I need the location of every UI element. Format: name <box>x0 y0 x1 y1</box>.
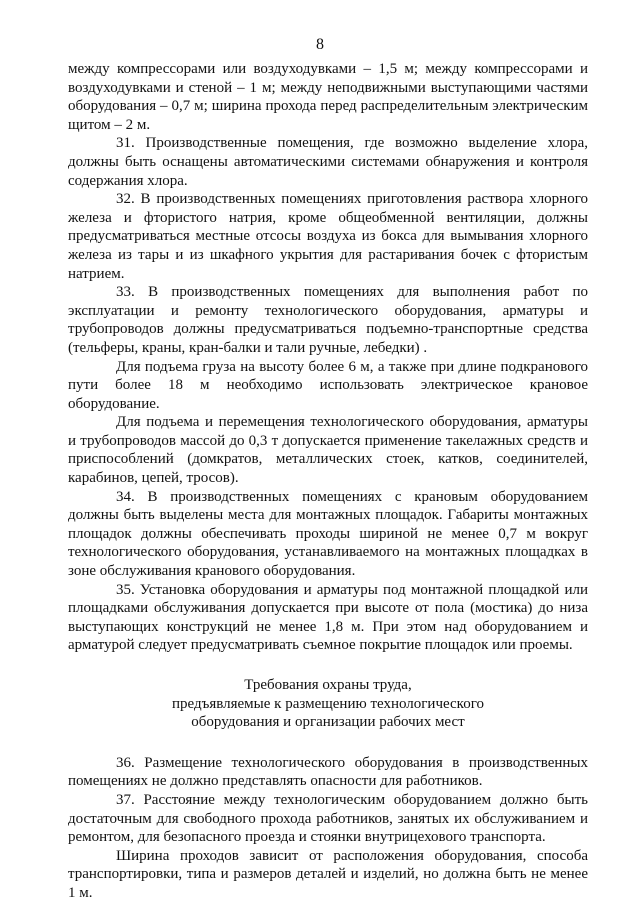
paragraph-37: 37. Расстояние между технологическим оборудованием должно быть достаточным для свободного прохода работников, занятых их обслуживанием и ремонтом, для безопасного проезда и стоянки внутрицехового транспорта. <box>68 791 588 846</box>
paragraph-31: 31. Производственные помещения, где возможно выделение хлора, должны быть оснащены автоматическими системами обнаружения и контроля содержания хлора. <box>68 135 588 189</box>
paragraph-33: 33. В производственных помещениях для выполнения работ по эксплуатации и ремонту технологического оборудования, арматуры и трубопроводов должны предусматриваться подъемно-транспортные средства (тельферы, краны, кран-балки и тали ручные, лебедки) . <box>68 284 588 356</box>
paragraph-37-passage-width: Ширина проходов зависит от расположения оборудования, способа транспортировки, типа и размеров деталей и изделий, но должна быть не менее 1 м. <box>68 847 588 901</box>
paragraph-33-lifting-6m: Для подъема груза на высоту более 6 м, а также при длине подкранового пути более 18 м необходимо использовать электрическое крановое оборудование. <box>68 358 588 412</box>
section-heading-line-1: Требования охраны труда, <box>244 677 412 693</box>
paragraph-34: 34. В производственных помещениях с крановым оборудованием должны быть выделены места для монтажных площадок. Габариты монтажных площадок должны обеспечивать проходы шириной не менее 0,7 м вокруг технологического оборудования, устанавливаемого на монтажных площадках в зоне обслуживания кранового оборудования. <box>68 488 588 580</box>
paragraph-36: 36. Размещение технологического оборудования в производственных помещениях не должно представлять опасности для работников. <box>68 754 588 790</box>
section-heading <box>68 676 588 732</box>
paragraph-continuation: между компрессорами или воздуходувками – 1,5 м; между компрессорами и воздуходувками и стеной – 1 м; между неподвижными выступающими частями оборудования – 0,7 м; ширина прохода перед распределительным электрическим щитом – 2 м. <box>68 61 588 133</box>
section-heading-line-3: оборудования и организации рабочих мест <box>191 714 465 731</box>
section-heading-line-2: предъявляемые к размещению технологического <box>171 695 484 712</box>
paragraph-32: 32. В производственных помещениях приготовления раствора хлорного железа и фтористого натрия, кроме общеобменной вентиляции, должны предусматриваться местные отсосы воздуха из бокса для вымывания хлорного железа из тары и из шкафного укрытия для растаривания бочек с фтористым натрием. <box>68 191 588 282</box>
page-number: 8 <box>316 36 324 53</box>
document-body <box>68 60 588 903</box>
paragraph-33-rigging: Для подъема и перемещения технологического оборудования, арматуры и трубопроводов массой до 0,3 т допускается применение такелажных средств и приспособлений (домкратов, металлических стоек, катков, соединителей, карабинов, цепей, тросов). <box>68 414 588 487</box>
paragraph-35: 35. Установка оборудования и арматуры под монтажной площадкой или площадками обслуживания допускается при высоте от пола (мостика) до низа выступающих конструкций не менее 1,8 м. При этом над оборудованием и арматурой следует предусматривать съемное покрытие площадок или проемы. <box>68 581 588 654</box>
